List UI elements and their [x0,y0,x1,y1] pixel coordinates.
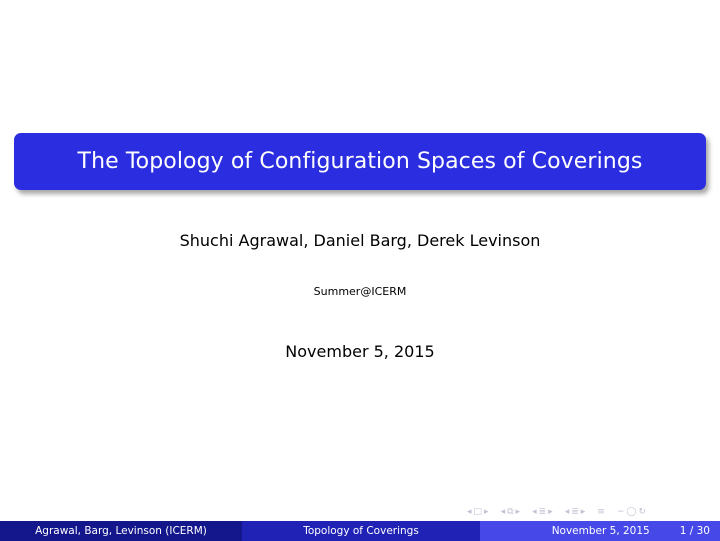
presentation-date: November 5, 2015 [285,342,435,361]
nav-refresh-icon[interactable]: ↻ [638,507,647,517]
nav-doc-forward-icon[interactable]: ▸ [580,507,586,517]
nav-appendix-icon[interactable]: ≡ [597,507,605,517]
nav-doc-back-icon[interactable]: ◂ [564,507,570,517]
footer-page-number: 1 / 30 [679,525,710,537]
footer-title [242,521,480,541]
nav-section-back-icon[interactable]: ◂ [532,507,537,517]
nav-section-icon[interactable]: ≣ [538,507,547,517]
authors: Shuchi Agrawal, Daniel Barg, Derek Levinson [179,231,541,250]
footer-authors [0,521,242,541]
nav-subsection-forward-icon[interactable]: ▸ [515,507,521,517]
institute: Summer@ICERM [313,285,407,298]
nav-section-forward-icon[interactable]: ▸ [548,507,553,517]
nav-subsection-back-icon[interactable]: ◂ [500,507,506,517]
footer-date: November 5, 2015 [551,525,650,537]
nav-frame-forward-icon[interactable]: ▸ [484,507,489,517]
beamer-navigation [467,504,705,520]
nav-doc-icon[interactable]: ≣ [571,507,579,517]
nav-search-icon[interactable]: ∽ [616,507,625,517]
title-banner [14,133,706,190]
nav-frame-back-icon[interactable]: ◂ [467,507,472,517]
footer-authors-text: Agrawal, Barg, Levinson (ICERM) [35,525,207,537]
nav-zoom-icon[interactable]: ◯ [626,507,637,517]
footer-info [480,521,720,541]
footer [0,521,720,541]
slide-title: The Topology of Configuration Spaces of Coverings [77,149,643,174]
nav-subsection-icon[interactable]: ⧉ [507,507,514,517]
footer-title-text: Topology of Coverings [303,525,419,537]
nav-frame-icon[interactable]: □ [473,507,483,517]
